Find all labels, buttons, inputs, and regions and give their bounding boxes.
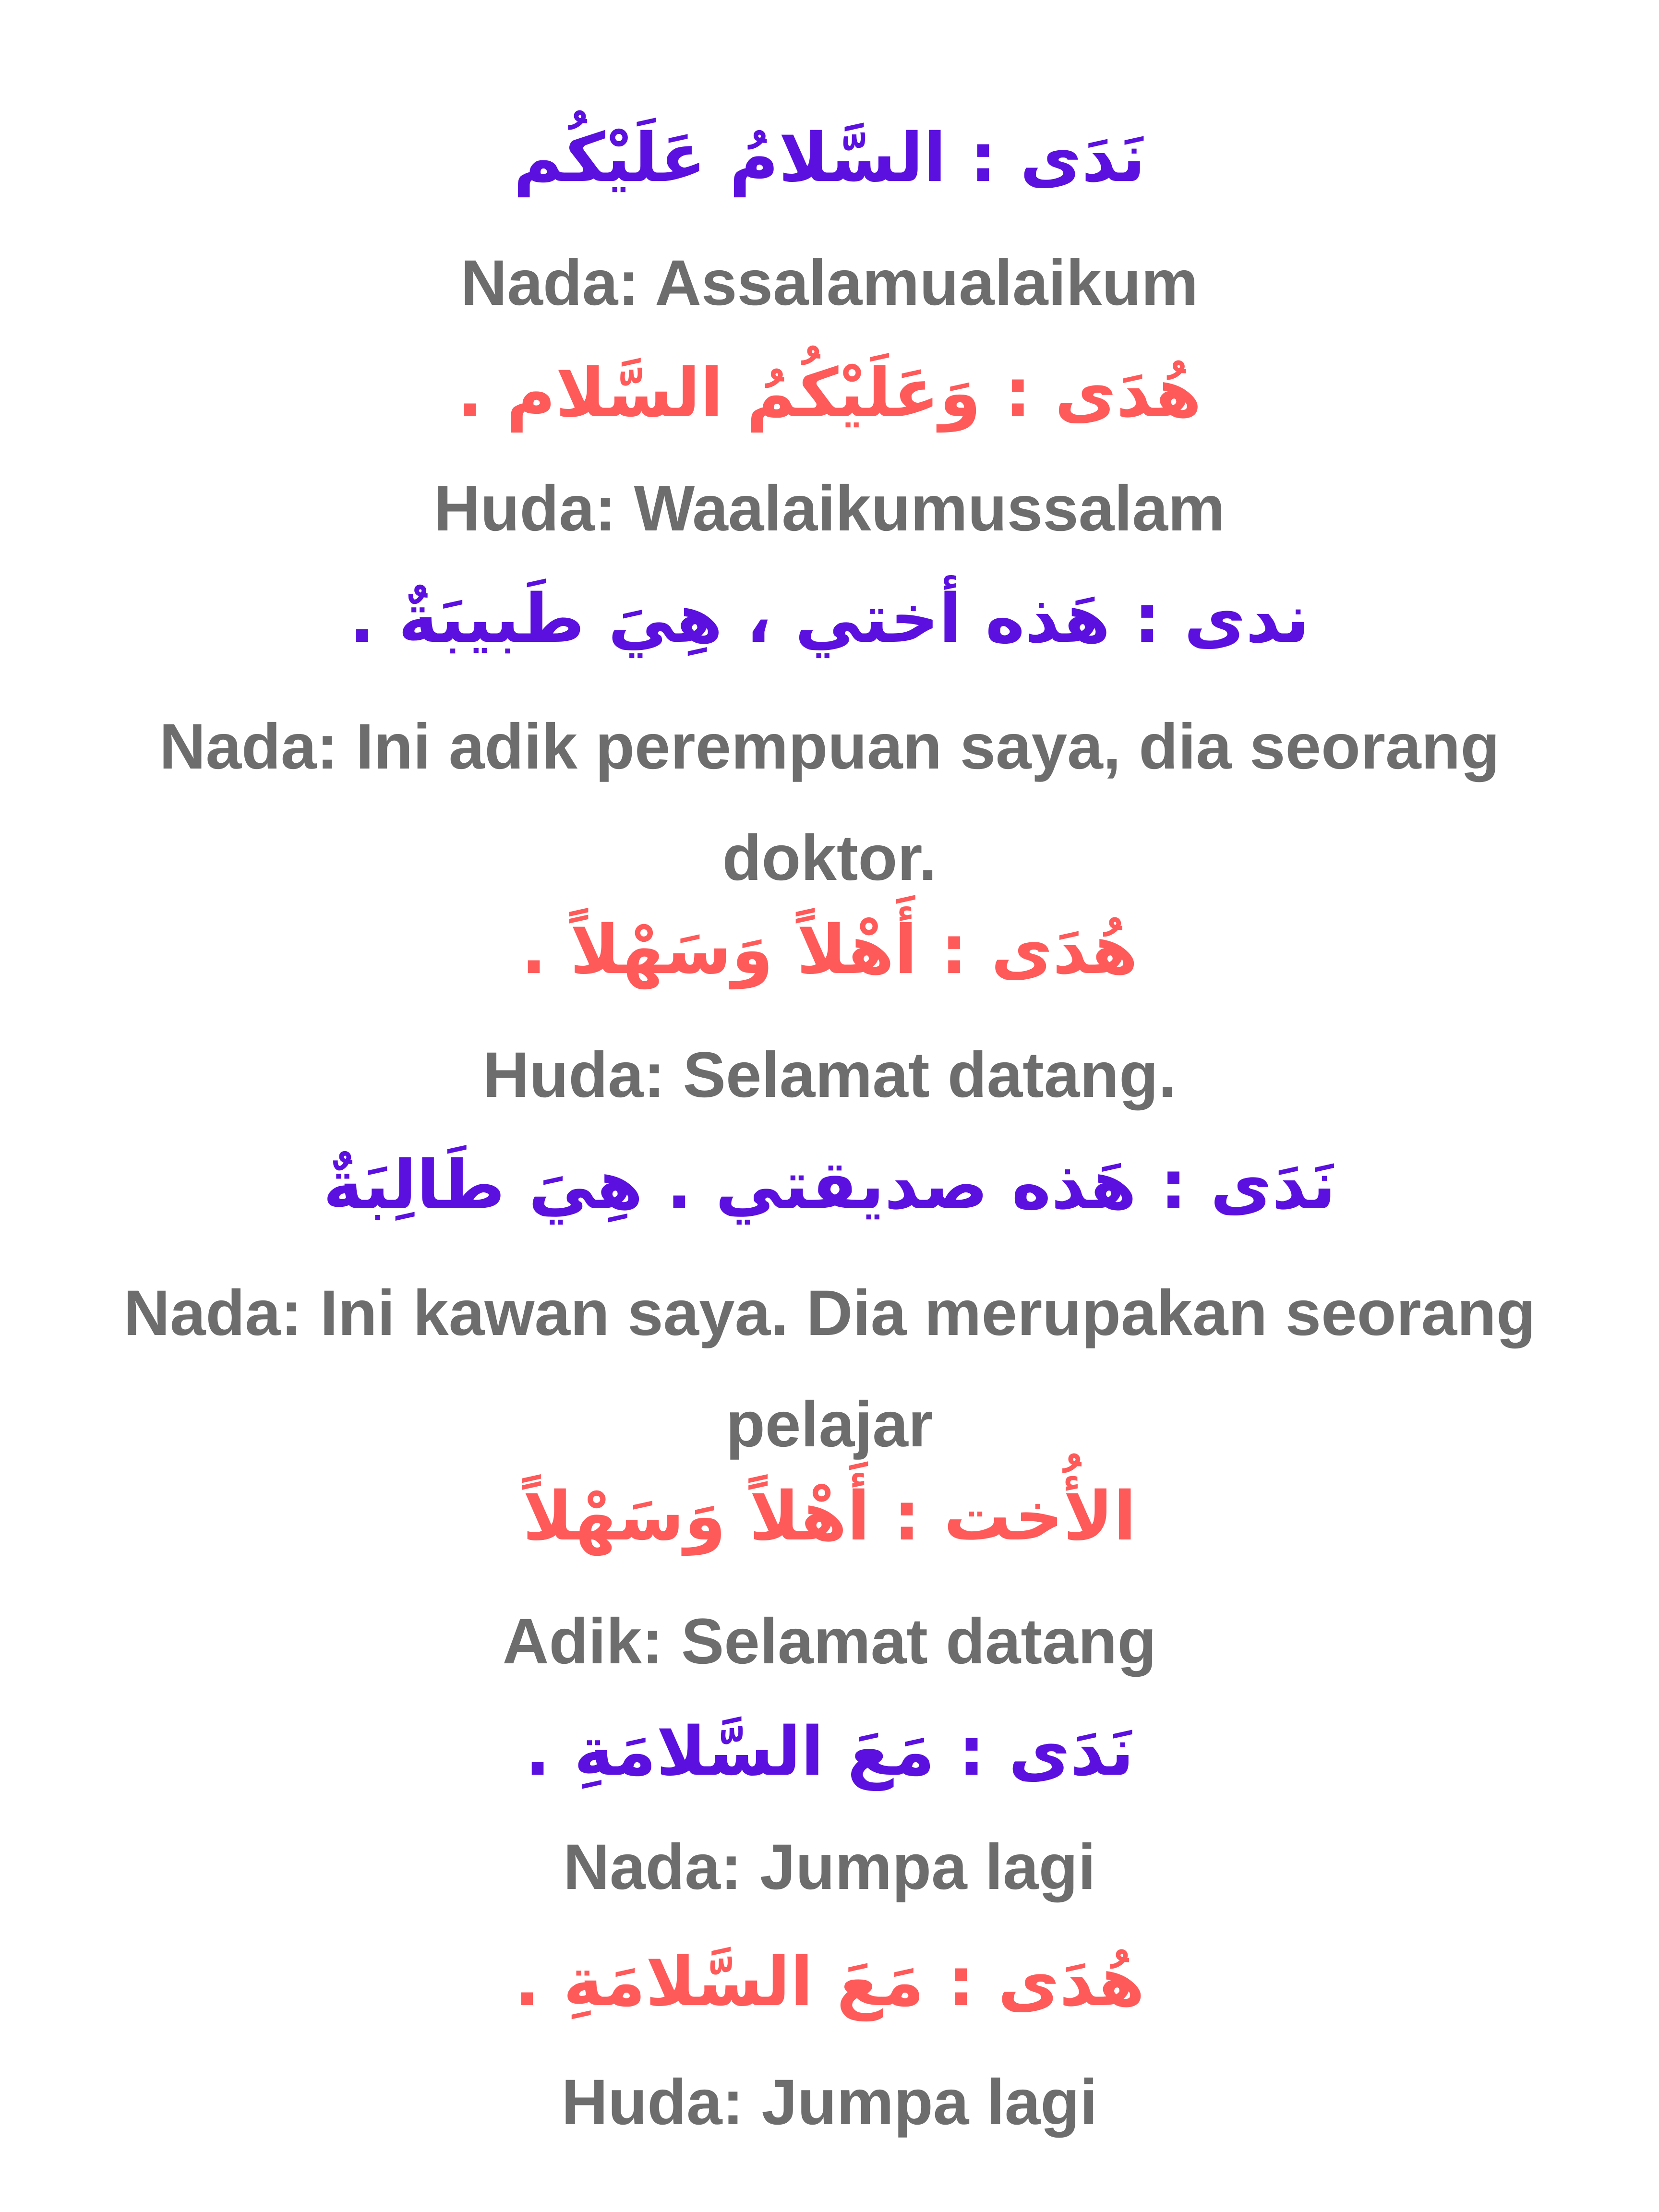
nada-greeting-translation: Nada: Assalamualaikum [460, 247, 1199, 319]
huda-reply-translation: Huda: Waalaikumussalam [433, 473, 1226, 544]
nada-sister-arabic: ندى : هَذه أختي ، هِيَ طَبيبَةٌ . [349, 580, 1310, 658]
nada-sister-translation: Nada: Ini adik perempuan saya, dia seorang doktor. [159, 711, 1500, 894]
nada-friend-arabic: نَدَى : هَذه صديقتي . هِيَ طَالِبَةٌ [323, 1146, 1336, 1225]
nada-friend-translation: Nada: Ini kawan saya. Dia merupakan seorang pelajar [123, 1277, 1536, 1460]
sister-welcome-translation: Adik: Selamat datang [502, 1606, 1157, 1677]
huda-farewell-arabic: هُدَى : مَعَ السَّلامَةِ . [514, 1943, 1145, 2021]
nada-farewell-translation: Nada: Jumpa lagi [563, 1831, 1096, 1903]
huda-welcome-arabic: هُدَى : أَهْلاً وَسَهْلاً . [521, 911, 1138, 989]
huda-farewell-translation: Huda: Jumpa lagi [561, 2067, 1098, 2138]
huda-welcome-translation: Huda: Selamat datang. [482, 1039, 1177, 1111]
huda-reply-arabic: هُدَى : وَعَلَيْكُمُ السَّلام . [457, 354, 1202, 433]
sister-welcome-arabic: الأُخت : أَهْلاً وَسَهْلاً [522, 1478, 1137, 1556]
nada-greeting-arabic: نَدَى : السَّلامُ عَلَيْكُم [513, 119, 1146, 197]
nada-farewell-arabic: نَدَى : مَعَ السَّلامَةِ . [525, 1713, 1134, 1791]
